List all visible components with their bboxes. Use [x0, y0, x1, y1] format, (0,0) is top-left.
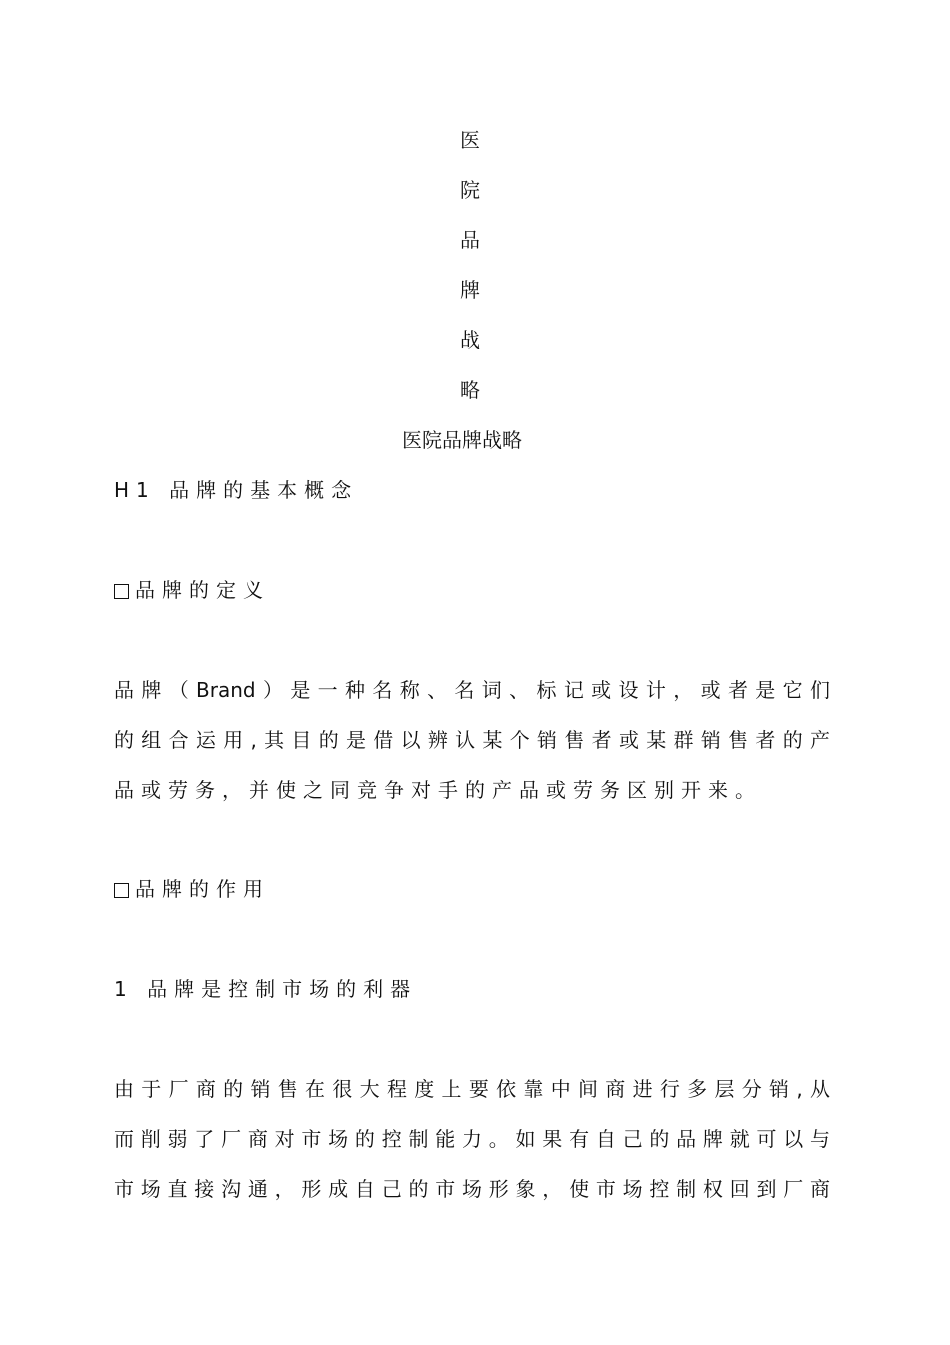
title-char: 略 [460, 378, 480, 402]
document-subtitle: 医院品牌战略 [402, 428, 522, 452]
title-char: 院 [460, 178, 480, 202]
title-char: 医 [460, 128, 480, 152]
paragraph-line: 而削弱了厂商对市场的控制能力。如果有自己的品牌就可以与 [114, 1127, 830, 1151]
numbered-point-heading: 1 品牌是控制市场的利器 [114, 977, 418, 1001]
paragraph-line: 品或劳务，并使之同竞争对手的产品或劳务区别开来。 [114, 778, 762, 802]
title-char: 牌 [460, 278, 480, 302]
section-heading-h1: H1 品牌的基本概念 [114, 478, 359, 502]
title-char: 战 [460, 328, 480, 352]
subsection-heading-definition [114, 578, 830, 602]
checkbox-icon [114, 584, 129, 599]
subsection-heading-label: 品牌的作用 [135, 877, 270, 901]
paragraph-line: 由于厂商的销售在很大程度上要依靠中间商进行多层分销,从 [114, 1077, 830, 1101]
subsection-heading-label: 品牌的定义 [135, 578, 270, 602]
paragraph-line: 品牌（Brand）是一种名称、名词、标记或设计，或者是它们 [114, 678, 830, 702]
checkbox-icon [114, 883, 129, 898]
subsection-heading-function [114, 877, 830, 901]
title-char: 品 [460, 228, 480, 252]
paragraph-line: 市场直接沟通，形成自己的市场形象，使市场控制权回到厂商 [114, 1177, 830, 1201]
paragraph-line: 的组合运用,其目的是借以辨认某个销售者或某群销售者的产 [114, 728, 830, 752]
